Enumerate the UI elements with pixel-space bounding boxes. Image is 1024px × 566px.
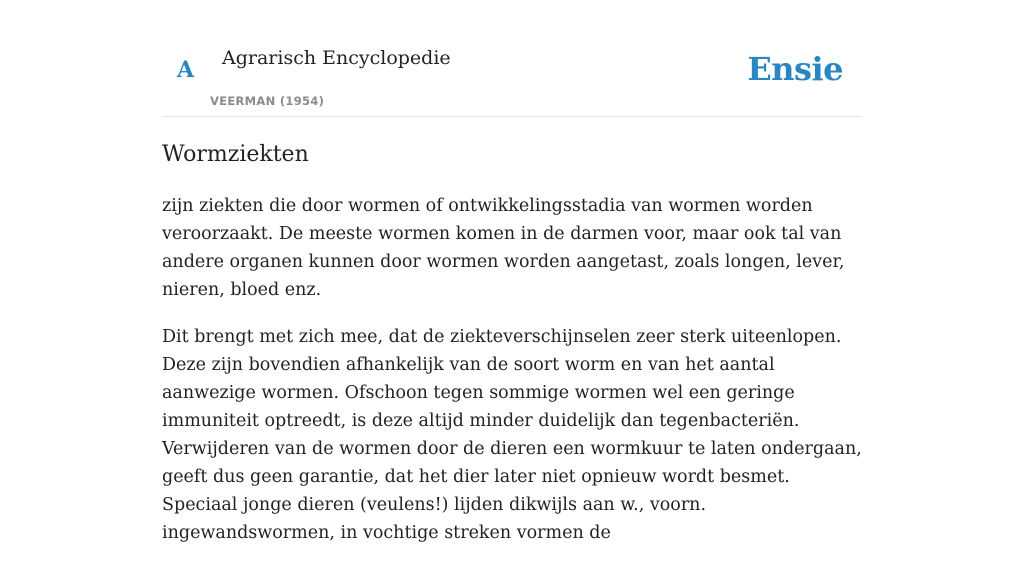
article-title: Wormziekten (162, 142, 309, 167)
letter-badge[interactable]: A (177, 57, 195, 83)
page-header (162, 0, 862, 117)
article-paragraph: zijn ziekten die door wormen of ontwikkelingsstadia van wormen worden veroorzaakt. De meeste wormen komen in de darmen voor, maar ook tal van andere organen kunnen door wormen worden aangetast, zoals longen, lever, nieren, bloed enz. (162, 196, 845, 300)
article-paragraph: Dit brengt met zich mee, dat de ziekteverschijnselen zeer sterk uiteenlopen. Deze zijn bovendien afhankelijk van de soort worm en van het aantal aanwezige wormen. Ofschoon tegen sommige wormen wel een geringe immuniteit optreedt, is deze altijd minder duidelijk dan tegenbacteriën. Verwijderen van de wormen door de dieren een wormkuur te laten ondergaan, geeft dus geen garantie, dat het dier later niet opnieuw wordt besmet. Speciaal jonge dieren (veulens!) lijden dikwijls aan w., voorn. ingewandswormen, in vochtige streken vormen de (162, 327, 862, 543)
article-body (162, 192, 862, 566)
ensie-logo-link[interactable]: Ensie (747, 50, 843, 88)
encyclopedia-edition: VEERMAN (1954) (210, 94, 325, 108)
encyclopedia-title-link[interactable]: Agrarisch Encyclopedie (222, 47, 451, 69)
